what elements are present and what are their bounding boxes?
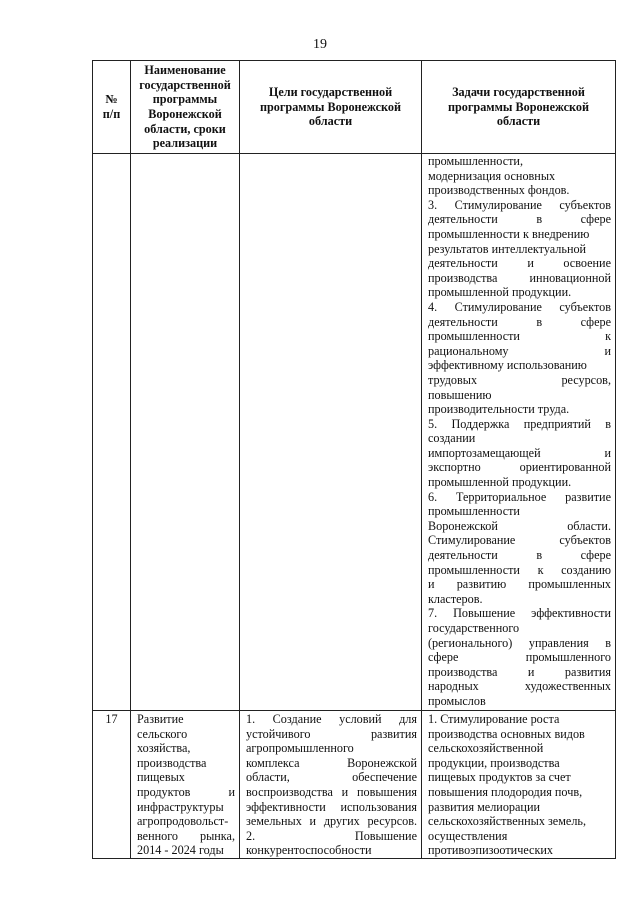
task-line: противоэпизоотических: [428, 843, 553, 858]
header-line: области: [308, 114, 353, 129]
task-line: деятельности в сфере: [428, 548, 611, 563]
task-line: производственных фондов.: [428, 183, 570, 198]
task-line: Стимулирование субъектов: [428, 533, 611, 548]
goal-line: эффективности использования: [246, 799, 417, 814]
page-number: 19: [313, 37, 327, 52]
task-line: деятельности в сфере: [428, 212, 611, 227]
goal-line: воспроизводства и повышения: [246, 784, 417, 799]
task-line: повышению: [428, 387, 492, 402]
program-name-line: пищевых: [137, 770, 185, 785]
goal-line: 2. Повышение: [246, 828, 417, 843]
task-line: результатов интеллектуальной: [428, 241, 587, 256]
goal-line: области, обеспечение: [246, 770, 417, 785]
header-line: области, сроки: [144, 121, 226, 136]
table-header-row: [93, 61, 616, 154]
task-line: сельскохозяйственной: [428, 741, 544, 756]
task-line: 4. Стимулирование субъектов: [428, 299, 611, 314]
task-line: Воронежской области.: [428, 518, 611, 533]
task-line: 5. Поддержка предприятий в: [428, 416, 611, 431]
header-line: государственной: [139, 77, 231, 92]
goal-line: конкурентоспособности: [246, 843, 372, 858]
cell-tasks-continued: [422, 154, 616, 711]
cell-number-empty: [93, 154, 131, 711]
task-line: трудовых ресурсов,: [428, 372, 611, 387]
task-line: народных художественных: [428, 679, 611, 694]
task-line: развития мелиорации: [428, 799, 540, 814]
cell-goals-empty: [240, 154, 422, 711]
task-line: рациональному и: [428, 343, 611, 358]
program-name-line: агропродовольст-: [137, 814, 229, 829]
header-line: Задачи государственной: [452, 85, 585, 100]
task-line: производства инновационной: [428, 270, 611, 285]
task-line: осуществления: [428, 828, 508, 843]
header-line: области: [496, 114, 541, 129]
task-line: сельскохозяйственных земель,: [428, 814, 587, 829]
table-row-17: [93, 711, 616, 859]
task-line: промыслов: [428, 693, 486, 708]
program-name-line: инфраструктуры: [137, 799, 224, 814]
task-line: промышленности к созданию: [428, 562, 611, 577]
header-line: реализации: [152, 136, 218, 151]
cell-goals: [240, 711, 422, 859]
program-name-line: Развитие: [137, 712, 184, 726]
task-line: государственного: [428, 621, 520, 635]
task-line: промышленности к внедрению: [428, 226, 590, 241]
cell-program-empty: [131, 154, 240, 711]
table-row-continuation: [93, 154, 616, 711]
goal-line: комплекса Воронежской: [246, 755, 417, 770]
task-line: пищевых продуктов за счет: [428, 770, 571, 785]
goal-line: агропромышленного: [246, 741, 354, 756]
goal-line: 1. Создание условий для: [246, 712, 417, 726]
task-line: промышленности к: [428, 329, 611, 344]
task-line: 7. Повышение эффективности: [428, 606, 611, 621]
header-line: п/п: [102, 107, 121, 121]
header-line: программы Воронежской: [448, 99, 589, 114]
task-line: промышленной продукции.: [428, 285, 572, 300]
task-line: деятельности и освоение: [428, 256, 611, 271]
program-name-line: продуктов и: [137, 784, 235, 799]
header-goals: [240, 61, 422, 154]
task-line: импортозамещающей и: [428, 445, 611, 460]
programs-table: [92, 60, 616, 859]
task-line: кластеров.: [428, 591, 483, 606]
task-line: 6. Территориальное развитие: [428, 489, 611, 504]
header-line: Воронежской: [148, 107, 222, 121]
task-line: 1. Стимулирование роста: [428, 712, 560, 726]
task-line: эффективному использованию: [428, 358, 587, 373]
header-line: Цели государственной: [268, 85, 393, 100]
goal-line: земельных и других ресурсов.: [246, 814, 417, 829]
task-line: модернизация основных: [428, 168, 556, 183]
task-line: деятельности в сфере: [428, 314, 611, 329]
cell-tasks: [422, 711, 616, 859]
program-name-line: венного рынка,: [137, 828, 235, 843]
program-name-line: производства: [137, 755, 207, 770]
program-name-line: хозяйства,: [137, 741, 191, 756]
task-line: повышения плодородия почв,: [428, 784, 583, 799]
task-line: промышленности: [428, 504, 520, 519]
task-line: промышленности,: [428, 154, 524, 168]
task-line: производства и развития: [428, 664, 611, 679]
header-program-name: [131, 61, 240, 154]
goal-line: устойчивого развития: [246, 726, 417, 741]
header-number: [93, 61, 131, 154]
task-line: продукции, производства: [428, 755, 560, 770]
header-line: программы: [152, 92, 218, 107]
row-number: 17: [93, 711, 131, 859]
task-line: производительности труда.: [428, 402, 570, 417]
header-line: Наименование: [144, 63, 226, 78]
task-line: и развитию промышленных: [428, 577, 611, 592]
program-name-line: 2014 - 2024 годы: [137, 843, 224, 858]
task-line: промышленной продукции.: [428, 475, 572, 490]
task-line: экспортно ориентированной: [428, 460, 611, 475]
task-line: сфере промышленного: [428, 650, 611, 665]
task-line: производства основных видов: [428, 726, 585, 741]
task-line: создании: [428, 431, 476, 446]
header-line: №: [105, 92, 118, 107]
task-line: (регионального) управления в: [428, 635, 611, 650]
header-line: программы Воронежской: [260, 99, 401, 114]
header-tasks: [422, 61, 616, 154]
cell-program-name: [131, 711, 240, 859]
program-name-line: сельского: [137, 726, 188, 741]
task-line: 3. Стимулирование субъектов: [428, 197, 611, 212]
